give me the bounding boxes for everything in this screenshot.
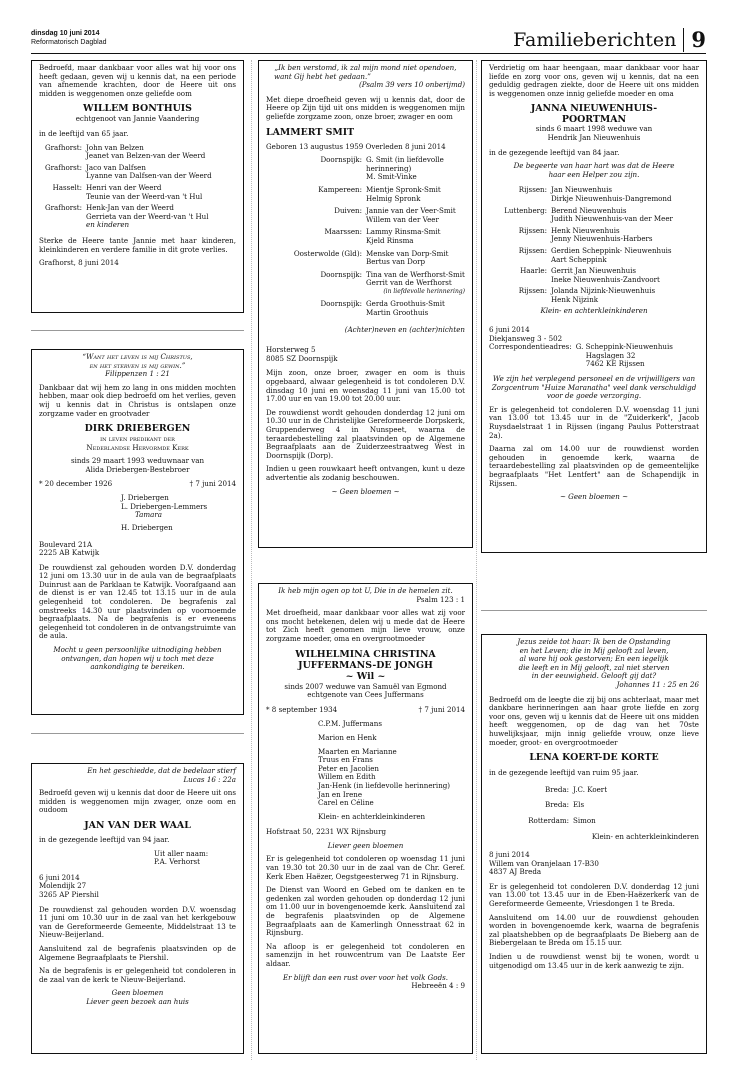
section-rule xyxy=(31,733,244,734)
notice-body: De rouwdienst zal gehouden worden D.V. woensdag 11 juni om 10.30 uur in de zaal van het kerkgebouw van de Gereformeerde Gemeente, Middelstraat 13 te Nieuw-Beijerland. xyxy=(39,904,236,940)
notice-note: Mocht u geen persoonlijke uitnodiging hebben ontvangen, dan hopen wij u toch met deze aankondiging te bereiken. xyxy=(53,645,222,672)
family-member: Berend Nieuwenhuis xyxy=(551,205,627,215)
family-member: Truus en Frans xyxy=(318,755,373,765)
family-place: Duiven: xyxy=(334,206,362,216)
deceased-name: WILLEM BONTHUIS xyxy=(83,103,192,115)
deceased-age: in de gezegende leeftijd van 84 jaar. xyxy=(489,147,620,157)
deceased-name: DIRK DRIEBERGEN xyxy=(84,423,191,435)
family-place xyxy=(45,221,82,234)
deceased-name: LENA KOERT-DE KORTE xyxy=(529,752,659,764)
grandchildren-note: Klein- en achterkleinkinderen xyxy=(318,811,426,821)
bible-quote: En het geschiedde, dat de bedelaar stierf xyxy=(87,766,236,775)
notice-note: Liever geen bezoek aan huis xyxy=(86,996,189,1006)
notice-juffermans xyxy=(258,583,473,1054)
family-member: Teunie van der Weerd-van 't Hul xyxy=(86,191,203,201)
family-member: Peter en Jacolien xyxy=(318,763,379,773)
family-member: G. Smit (in liefdevolle herinnering) xyxy=(366,155,444,173)
notice-body: De Dienst van Woord en Gebed om te danken en te gedenken zal worden gehouden op donderdag 12 juni om 11.00 uur in bovengenoemde kerk. Aansluitend zal de begrafenis plaatsvinden op de Algemene Begraafplaats aan de Kamerlingh Onnesstraat 62 in Rijnsburg. xyxy=(266,885,465,938)
family-place: Luttenberg: xyxy=(504,205,547,215)
family-place: Doornspijk: xyxy=(320,155,362,165)
family-member: Dirkje Nieuwenhuis-Dangremond xyxy=(551,193,672,203)
bible-quote: want Gij hebt het gedaan.” xyxy=(274,71,371,81)
grandchildren-note: Klein- en achterkleinkinderen xyxy=(540,306,648,316)
notice-outro: Sterke de Heere tante Jannie met haar kinderen, kleinkinderen en verdere familie in dit grote verlies. xyxy=(39,235,236,254)
header-divider xyxy=(683,28,684,52)
address-line: 8 juni 2014 xyxy=(489,850,530,860)
deceased-name: JANNA NIEUWENHUIS- xyxy=(530,103,658,115)
notice-poortman xyxy=(481,60,707,553)
deceased-age: in de leeftijd van 65 jaar. xyxy=(39,128,129,138)
notice-koert xyxy=(481,634,707,1054)
family-member: Jan-Henk (in liefdevolle herinnering) xyxy=(318,780,451,790)
deceased-name: JAN VAN DER WAAL xyxy=(84,819,191,831)
family-member: en kinderen xyxy=(86,220,130,230)
deceased-name: POORTMAN xyxy=(561,114,627,126)
address-line: 3265 AP Piershil xyxy=(39,889,99,899)
family-member: Tamara xyxy=(135,510,162,520)
family-member: Carel en Céline xyxy=(318,798,374,808)
family-place xyxy=(266,309,362,323)
notice-intro: Met droefheid, maar dankbaar voor alles wat zij voor ons mocht betekenen, delen wij u mede dat de Heere tot Zich heeft genomen mijn lieve vrouw, onze zorgzame moeder, oma en overgrootmoeder xyxy=(266,608,465,643)
notice-body: De rouwdienst zal gehouden worden D.V. donderdag 12 juni om 13.30 uur in de aula van de begraafplaats Duinrust aan de Parklaan te Katwijk. Voorafgaand aan de dienst is er van 12.45 tot 13.15 uur in de aula gelegenheid tot condoleren. De begrafenis zal omstreeks 14.30 uur plaatsvinden op voornoemde begraafplaats. Na de begrafenis is er eveneens gelegenheid tot condoleren in de ontvangstruimte van de aula. xyxy=(39,562,236,641)
header-rule xyxy=(31,53,706,54)
bible-quote: „Ik ben verstomd, ik zal mijn mond niet opendoen, xyxy=(274,63,457,72)
family-member: Gerrit Jan Nieuwenhuis xyxy=(551,266,637,276)
family-place: Grafhorst: xyxy=(45,203,83,213)
family-member: H. Driebergen xyxy=(121,522,173,532)
family-place: Grafhorst: xyxy=(45,142,83,152)
family-member: Mientje Spronk-Smit xyxy=(366,184,441,194)
bible-quote: De begeerte van haar hart was dat de Heere xyxy=(513,161,675,171)
family-place: Rijssen: xyxy=(518,185,547,195)
thanks-note: We zijn het verplegend personeel en de vrijwilligers van Zorgcentrum "Huize Maranatha" veel dank verschuldigd voor de goede verzorging. xyxy=(491,374,697,401)
bible-quote: Er blijft dan een rust over voor het volk Gods. xyxy=(282,972,449,982)
notice-waal xyxy=(31,763,244,1054)
family-member: Aart Scheppink xyxy=(551,254,607,264)
notice-body: Indien u geen rouwkaart heeft ontvangen, kunt u deze advertentie als zodanig beschouwen. xyxy=(266,464,465,482)
notice-body: Aansluitend om 14.00 uur de rouwdienst gehouden worden in bovengenoemde kerk, waarna de begrafenis zal plaatshebben op de begraafplaats De Bieberg aan de Biebergelaan te Breda om 15.15 uur. xyxy=(489,912,699,948)
address-line: Horsterweg 5 xyxy=(266,345,316,355)
bible-quote: en het Leven; die in Mij gelooft zal leven, xyxy=(519,645,669,655)
page-number: 9 xyxy=(691,27,706,52)
family-place: Maarssen: xyxy=(324,227,362,237)
family-member: Jan Nieuwenhuis xyxy=(551,185,613,195)
family-member: Menske van Dorp-Smit xyxy=(366,248,449,258)
notice-intro: Dankbaar dat wij hem zo lang in ons midden mochten hebben, maar ook diep bedroefd om het verlies, geven wij u kennis dat in Christus is ontslapen onze zorgzame vader en grootvader xyxy=(39,382,236,418)
birth-date: * 20 december 1926 xyxy=(39,478,113,488)
family-member: Jolanda Nijzink-Nieuwenhuis xyxy=(551,286,656,296)
family-member: Jaco van Dalfsen xyxy=(86,162,146,172)
deceased-age: in de gezegende leeftijd van 94 jaar. xyxy=(39,834,170,844)
life-dates xyxy=(39,480,236,489)
correspondence-lines xyxy=(576,343,673,369)
bible-quote: al ware hij ook gestorven; En een iegelijk xyxy=(519,654,669,664)
family-member: John van Belzen xyxy=(86,142,144,152)
notice-body: Na de begrafenis is er gelegenheid tot condoleren in de zaal van de kerk te Nieuw-Beijerland. xyxy=(39,966,236,984)
family-member: Tina van de Werfhorst-Smit xyxy=(366,269,465,279)
bible-reference: Filippenzen 1 : 21 xyxy=(105,369,170,379)
deceased-nickname: ~ Wil ~ xyxy=(345,670,386,682)
header-date: dinsdag 10 juni 2014 xyxy=(31,30,100,37)
notice-body: Er is gelegenheid tot condoleren D.V. woensdag 11 juni van 13.00 tot 13.45 uur in de "Zuiderkerk", Jacob Ruysdaelstraat 1 in Rijssen (ingang Paulus Potterstraat 2a). xyxy=(489,404,699,440)
family-place: Rijssen: xyxy=(518,286,547,296)
family-member: J. Driebergen xyxy=(121,493,169,503)
family-member: Gerrit van de Werfhorst xyxy=(366,278,452,288)
family-place: Rijssen: xyxy=(518,225,547,235)
family-member: Willem en Edith xyxy=(318,772,376,782)
column-divider xyxy=(476,60,477,1060)
address-line: G. Scheppink-Nieuwenhuis xyxy=(575,342,673,352)
family-place: Rotterdam: xyxy=(528,815,569,825)
family-place xyxy=(266,237,362,250)
family-list xyxy=(489,186,699,304)
notice-intro: Bedroefd, maar dankbaar voor alles wat hij voor ons heeft gedaan, geven wij u kennis dat, na een periode van afnemende krachten, door de Heere uit ons midden is weggenomen onze geliefde oom xyxy=(39,63,236,98)
family-member: Gerdien Scheppink- Nieuwenhuis xyxy=(551,245,672,255)
notice-body: Aansluitend zal de begrafenis plaatsvinden op de Algemene Begraafplaats te Piershil. xyxy=(39,943,236,962)
address-line: 4837 AJ Breda xyxy=(489,867,542,877)
address-line: 7462 KE Rijssen xyxy=(585,359,645,369)
notice-place-date: Grafhorst, 8 juni 2014 xyxy=(39,258,119,268)
address-line: Willem van Oranjelaan 17-B30 xyxy=(489,858,599,868)
notice-intro: Verdrietig om haar heengaan, maar dankbaar voor haar liefde en zorg voor ons, geven wij u kennis, dat na een geduldig gedragen ziekte, door de Heere uit ons midden is weggenomen onze innig geliefde moeder en oma xyxy=(489,63,699,98)
notice-note: ~ Geen bloemen ~ xyxy=(559,492,629,502)
family-member: Jannie van der Veer-Smit xyxy=(366,206,456,216)
family-member: Helmig Spronk xyxy=(366,193,421,203)
family-place xyxy=(266,279,362,288)
deceased-subtitle: Nederlandse Hervormde Kerk xyxy=(86,442,189,452)
family-member: L. Driebergen-Lemmers xyxy=(121,501,208,511)
deceased-subtitle: sinds 6 maart 1998 weduwe van xyxy=(535,124,653,134)
family-member: Willem van der Veer xyxy=(366,214,439,224)
deceased-subtitle: echtgenote van Cees Juffermans xyxy=(307,690,424,700)
family-member: Simon xyxy=(573,815,596,825)
signature-label: Uit aller naam: xyxy=(154,848,209,858)
family-place: Haarle: xyxy=(520,266,547,276)
family-member: Martin Groothuis xyxy=(366,308,429,318)
bible-reference: Johannes 11 : 25 en 26 xyxy=(616,679,699,689)
bible-quote: Ik heb mijn ogen op tot U, Die in de hemelen zit. xyxy=(278,586,453,595)
notice-note: Geen bloemen xyxy=(111,988,164,998)
deceased-name: LAMMERT SMIT xyxy=(266,126,355,138)
section-rule xyxy=(481,610,707,611)
family-member: Maarten en Marianne xyxy=(318,746,397,756)
bible-reference: Hebreeën 4 : 9 xyxy=(411,981,465,991)
address-line: 6 juni 2014 xyxy=(489,325,530,335)
family-place xyxy=(489,296,547,305)
notice-body: Er is gelegenheid tot condoleren D.V. donderdag 12 juni van 13.00 tot 13.45 uur in de Eben-Haëzerkerk van de Gereformeerde Gemeente, Vriesdongen 1 te Breda. xyxy=(489,881,699,909)
notice-driebergen xyxy=(31,349,244,715)
memorial-note: (in liefdevolle herinnering) xyxy=(383,287,465,295)
section-title: Familieberichten xyxy=(513,28,677,51)
bible-quote: “Want het leven is mij Christus, xyxy=(82,352,193,361)
deceased-age: in de gezegende leeftijd van ruim 95 jaar. xyxy=(489,768,639,778)
correspondence-address xyxy=(489,343,699,369)
family-member: Bertus van Dorp xyxy=(366,257,426,267)
family-member: M. Smit-Vinke xyxy=(366,172,417,182)
bible-quote: Jezus zeide tot haar: Ik ben de Opstanding xyxy=(517,637,671,646)
address-line: Boulevard 21A xyxy=(39,539,93,549)
family-note: (Achter)neven en (achter)nichten xyxy=(344,324,465,334)
address-line: 8085 SZ Doornspijk xyxy=(266,353,338,363)
address-line: 6 juni 2014 xyxy=(39,872,80,882)
notice-bonthuis xyxy=(31,60,244,313)
family-place: Rijssen: xyxy=(518,245,547,255)
address-line: Hagslagen 32 xyxy=(585,350,636,360)
header-left xyxy=(31,30,106,47)
address-line: Molendijk 27 xyxy=(39,881,87,891)
notice-body: De rouwdienst wordt gehouden donderdag 12 juni om 10.30 uur in de Christelijke Gereformeerde Dorpskerk, Gruppenderweg 4 in Nunspeet, waarna de teraardebestelling zal plaatsvinden op de Algemene Begraafplaats aan de Zuiderzeestraatweg West in Doornspijk (Dorp). xyxy=(266,407,465,460)
family-member: C.P.M. Juffermans xyxy=(318,719,382,729)
notice-intro: Bedroefd geven wij u kennis dat door de Heere uit ons midden is weggenomen mijn zwager, onze oom en oudoom xyxy=(39,788,236,815)
notice-intro: Met diepe droefheid geven wij u kennis dat, door de Heere op Zijn tijd uit ons midden is weggenomen mijn geliefde zorgzame zoon, onze broer, zwager en oom xyxy=(266,94,465,121)
family-member: Jan en Irene xyxy=(318,789,363,799)
death-date: † 7 juni 2014 xyxy=(418,704,465,714)
signature xyxy=(39,850,236,867)
family-place: Breda: xyxy=(545,784,569,794)
deceased-subtitle: Hendrik Jan Nieuwenhuis xyxy=(547,132,641,142)
bible-quote: in der eeuwigheid. Gelooft gij dat? xyxy=(531,671,657,681)
notice-note: Liever geen bloemen xyxy=(327,840,404,850)
family-member: Judith Nieuwenhuis-van der Meer xyxy=(551,214,673,224)
family-place: Breda: xyxy=(545,800,569,810)
family-member: Henk-Jan van der Weerd xyxy=(86,203,174,213)
family-place: Grafhorst: xyxy=(45,162,83,172)
family-list xyxy=(39,144,236,234)
address-line: 2225 AB Katwijk xyxy=(39,548,100,558)
address-line: Hofstraat 50, 2231 WX Rijnsburg xyxy=(266,827,387,837)
notice-body: Daarna zal om 14.00 uur de rouwdienst worden gehouden in genoemde kerk, waarna de teraardebestelling zal plaatsvinden op de gemeentelijke begraafplaats "Het Lentfert" aan de Schapendijk in Rijssen. xyxy=(489,444,699,488)
column-divider xyxy=(251,60,252,1060)
bible-reference: Lucas 16 : 22a xyxy=(183,774,236,784)
address-line: Diekjansweg 3 - 502 xyxy=(489,333,563,343)
deceased-name: WILHELMINA CHRISTINA xyxy=(295,648,436,660)
notice-body: Na afloop is er gelegenheid tot condoleren en samenzijn in het rouwcentrum van De Laatste Eer aldaar. xyxy=(266,941,465,968)
family-place: Kampereen: xyxy=(318,184,362,194)
family-member: Gerrieta van der Weerd-van 't Hul xyxy=(86,211,209,221)
family-place: Doornspijk: xyxy=(320,269,362,279)
family-member: Jenny Nieuwenhuis-Harbers xyxy=(551,234,653,244)
birth-date: * 8 september 1934 xyxy=(266,704,338,714)
family-place: Doornspijk: xyxy=(320,299,362,309)
family-member: J.C. Koert xyxy=(573,784,608,794)
family-member: Jeanet van Belzen-van der Weerd xyxy=(86,151,206,161)
bible-quote: en het sterven is mij gewin.” xyxy=(89,360,186,370)
family-list xyxy=(266,720,465,821)
family-place xyxy=(489,215,547,227)
deceased-subtitle: in leven predikant der xyxy=(100,434,175,444)
deceased-subtitle: echtgenoot van Jannie Vaandering xyxy=(75,114,200,124)
notice-body: Indien u de rouwdienst wenst bij te wonen, wordt u uitgenodigd om 13.45 uur in de kerk aanwezig te zijn. xyxy=(489,952,699,970)
family-list xyxy=(266,156,465,323)
family-list xyxy=(39,494,236,532)
family-place xyxy=(489,195,547,207)
widower-note: sinds 29 maart 1993 weduwnaar van xyxy=(70,456,205,466)
family-member: Kjeld Rinsma xyxy=(366,235,414,245)
notice-body: Mijn zoon, onze broer, zwager en oom is thuis opgebaard, alwaar gelegenheid is tot condoleren D.V. dinsdag 10 juni en woensdag 11 juni van 15.00 tot 17.00 uur en van 19.00 tot 20.00 uur. xyxy=(266,368,465,404)
family-list xyxy=(489,786,699,826)
bible-reference: (Psalm 39 vers 10 onberijmd) xyxy=(359,80,465,90)
correspondence-label: Correspondentieadres: xyxy=(489,342,572,352)
life-dates xyxy=(266,706,465,715)
bible-quote: die leeft en in Mij gelooft, zal niet sterven xyxy=(518,662,670,672)
family-member: Marion en Henk xyxy=(318,732,377,742)
family-place: Oosterwolde (Gld): xyxy=(293,248,362,258)
life-dates: Geboren 13 augustus 1959 Overleden 8 juni 2014 xyxy=(266,141,446,151)
header-paper: Reformatorisch Dagblad xyxy=(31,38,107,46)
notice-note: ~ Geen bloemen ~ xyxy=(331,486,400,496)
widower-note: Alida Driebergen-Bestebroer xyxy=(85,464,190,474)
header-right xyxy=(513,27,706,52)
bible-quote: haar een Helper zou zijn. xyxy=(548,169,640,179)
family-member: Ineke Nieuwenhuis-Zandvoort xyxy=(551,274,660,284)
grandchildren-note: Klein- en achterkleinkinderen xyxy=(591,831,699,841)
deceased-subtitle: sinds 2007 weduwe van Samuël van Egmond xyxy=(284,681,447,691)
notice-body: Er is gelegenheid tot condoleren op woensdag 11 juni van 19.30 tot 20.30 uur in de zaal van de Chr. Geref. Kerk Eben Haëzer, Oegstgeesterweg 71 in Rijnsburg. xyxy=(266,854,465,881)
family-place xyxy=(266,258,362,271)
family-member: Lyanne van Dalfsen-van der Weerd xyxy=(86,171,212,181)
family-place: Hasselt: xyxy=(52,182,83,192)
family-member: Henk Nieuwenhuis xyxy=(551,225,620,235)
family-place xyxy=(45,213,82,222)
signature-name: P.A. Verhorst xyxy=(154,857,201,867)
notice-smit xyxy=(258,60,473,548)
family-member: Els xyxy=(573,800,585,810)
family-member: Lammy Rinsma-Smit xyxy=(366,227,441,237)
family-member: Henri van der Weerd xyxy=(86,182,162,192)
deceased-name: JUFFERMANS-DE JONGH xyxy=(298,659,433,671)
family-member: Henk Nijzink xyxy=(551,294,599,304)
bible-reference: Psalm 123 : 1 xyxy=(416,594,465,604)
death-date: † 7 juni 2014 xyxy=(189,478,236,488)
family-member: Gerda Groothuis-Smit xyxy=(366,299,445,309)
notice-intro: Bedroefd om de leegte die zij bij ons achterlaat, maar met dankbare herinneringen aan haar grote liefde en zorg voor ons, geven wij u kennis dat de Heere uit ons midden heeft weggenomen, op de dag van het 70ste huwelijksjaar, mijn innig geliefde vrouw, onze lieve moeder, groot- en overgrootmoeder xyxy=(489,694,699,747)
section-rule xyxy=(31,330,244,331)
family-place xyxy=(45,152,82,164)
